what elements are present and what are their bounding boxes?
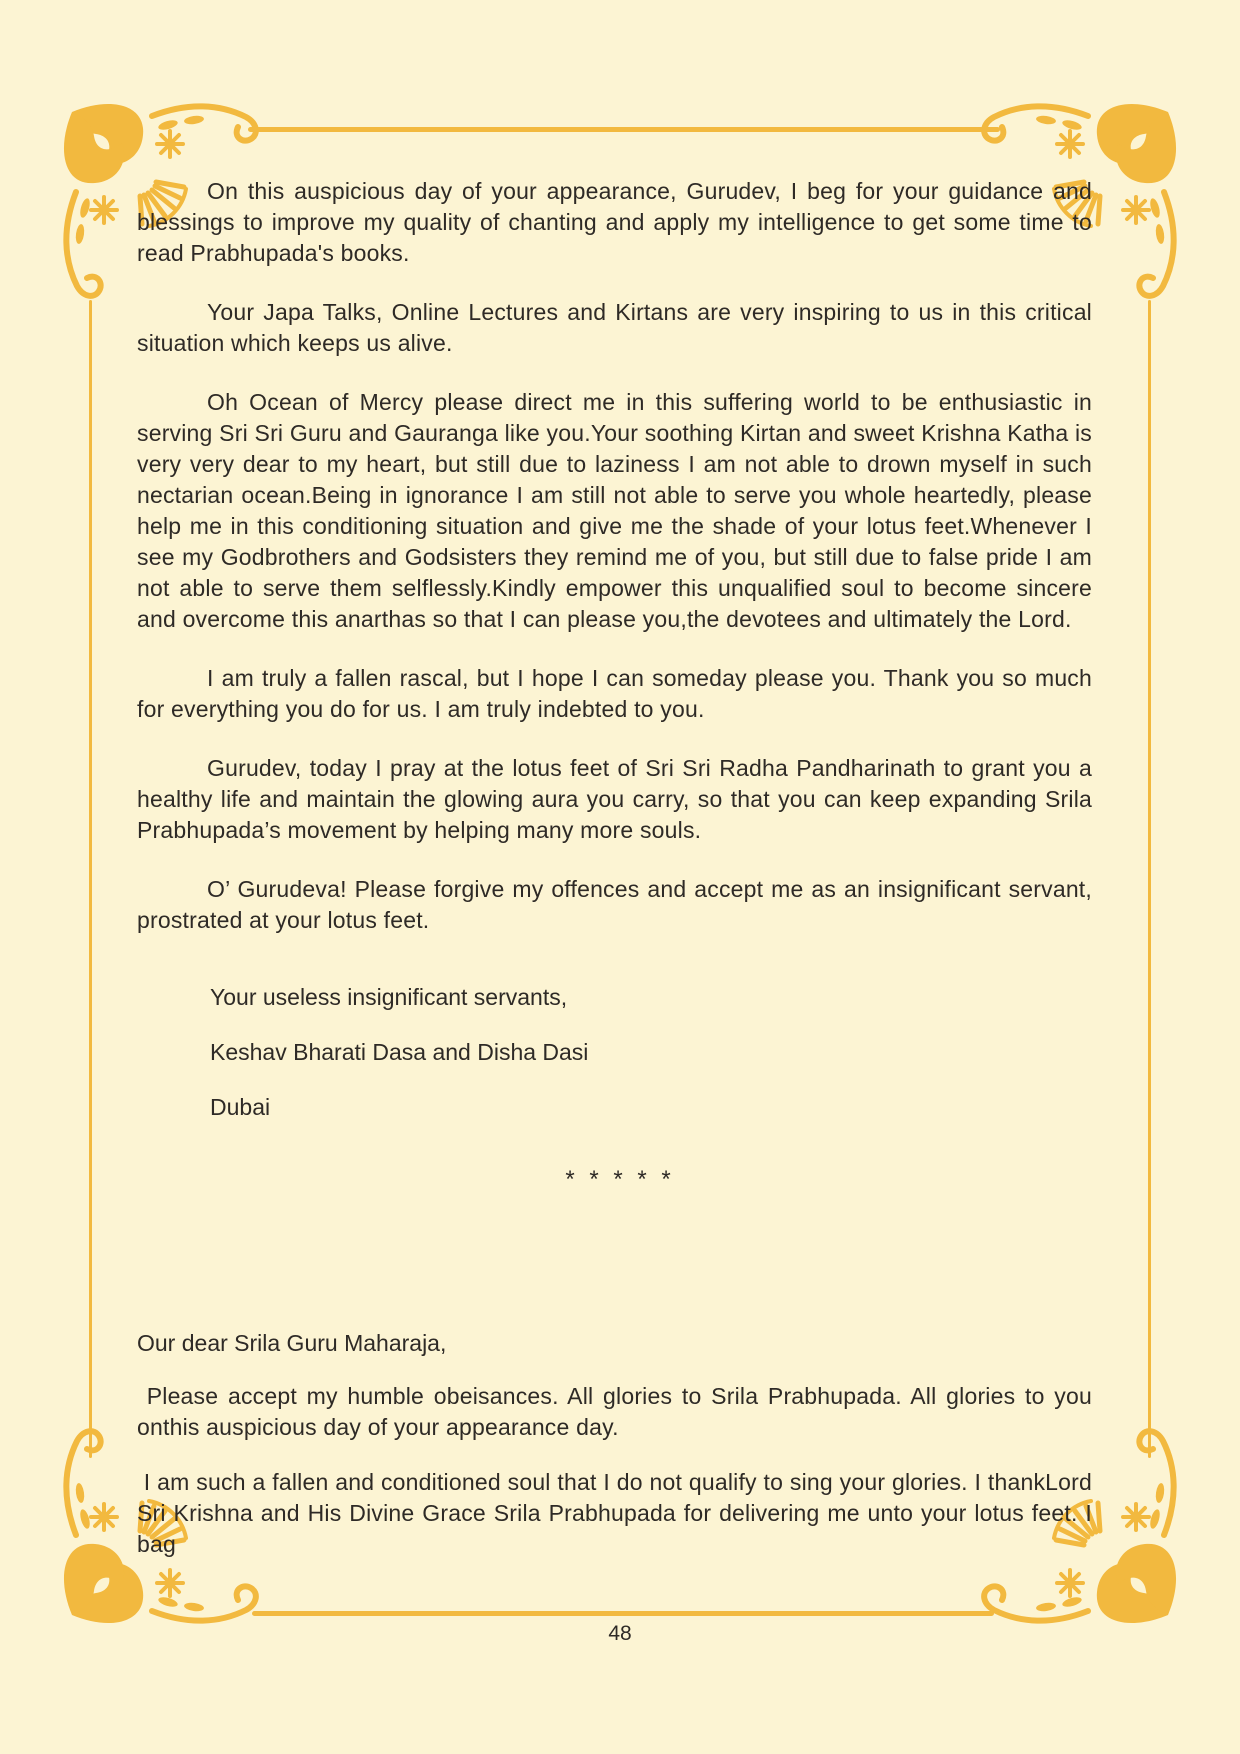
letter-body: [137, 176, 1092, 964]
letter-paragraph: O’ Gurudeva! Please forgive my offences and accept me as an insignificant servant, prostrated at your lotus feet.: [137, 876, 1092, 933]
letter-paragraph: Please accept my humble obeisances. All glories to Srila Prabhupada. All glories to you onthis auspicious day of your appearance day.: [137, 1383, 1099, 1440]
signature-line: Your useless insignificant servants,: [210, 984, 568, 1010]
letter-paragraph: Oh Ocean of Mercy please direct me in this suffering world to be enthusiastic in serving Sri Sri Guru and Gauranga like you.Your soothing Kirtan and sweet Krishna Katha is very very dear to my heart, but still due to laziness I am not able to drown myself in such nectarian ocean.Being in ignorance I am still not able to serve you whole heartedly, please help me in this conditioning situation and give me the shade of your lotus feet.Whenever I see my Godbrothers and Godsisters they remind me of you, but still due to false pride I am not able to serve them selflessly.Kindly empower this unqualified soul to become sincere and overcome this anarthas so that I can please you,the devotees and ultimately the Lord.: [137, 389, 1092, 632]
letter-paragraph: Your Japa Talks, Online Lectures and Kirtans are very inspiring to us in this critical situation which keeps us alive.: [137, 299, 1092, 356]
letter-paragraph: Gurudev, today I pray at the lotus feet of Sri Sri Radha Pandharinath to grant you a healthy life and maintain the glowing aura you carry, so that you can keep expanding Srila Prabhupada’s movement by helping many more souls.: [137, 755, 1092, 843]
top-border-rule: [248, 127, 1000, 132]
next-letter-body: [137, 1328, 1099, 1584]
salutation: Our dear Srila Guru Maharaja,: [137, 1330, 447, 1356]
section-separator: * * * * *: [565, 1166, 675, 1193]
signature-line: Dubai: [210, 1094, 271, 1120]
letter-paragraph: I am such a fallen and conditioned soul that I do not qualify to sing your glories. I thankLord Sri Krishna and His Divine Grace Srila Prabhupada for delivering me unto your lotus feet. I bag: [137, 1469, 1099, 1557]
signature-block: [210, 982, 588, 1147]
right-border-rule: [1148, 300, 1151, 1458]
signature-line: Keshav Bharati Dasa and Disha Dasi: [210, 1039, 589, 1065]
letter-paragraph: I am truly a fallen rascal, but I hope I can someday please you. Thank you so much for everything you do for us. I am truly indebted to you.: [137, 665, 1092, 722]
page-number: 48: [608, 1622, 632, 1645]
letter-paragraph: On this auspicious day of your appearance, Gurudev, I beg for your guidance and blessings to improve my quality of chanting and apply my intelligence to get some time to read Prabhupada's books.: [137, 178, 1092, 266]
left-border-rule: [89, 300, 92, 1458]
bottom-border-rule: [252, 1611, 994, 1616]
